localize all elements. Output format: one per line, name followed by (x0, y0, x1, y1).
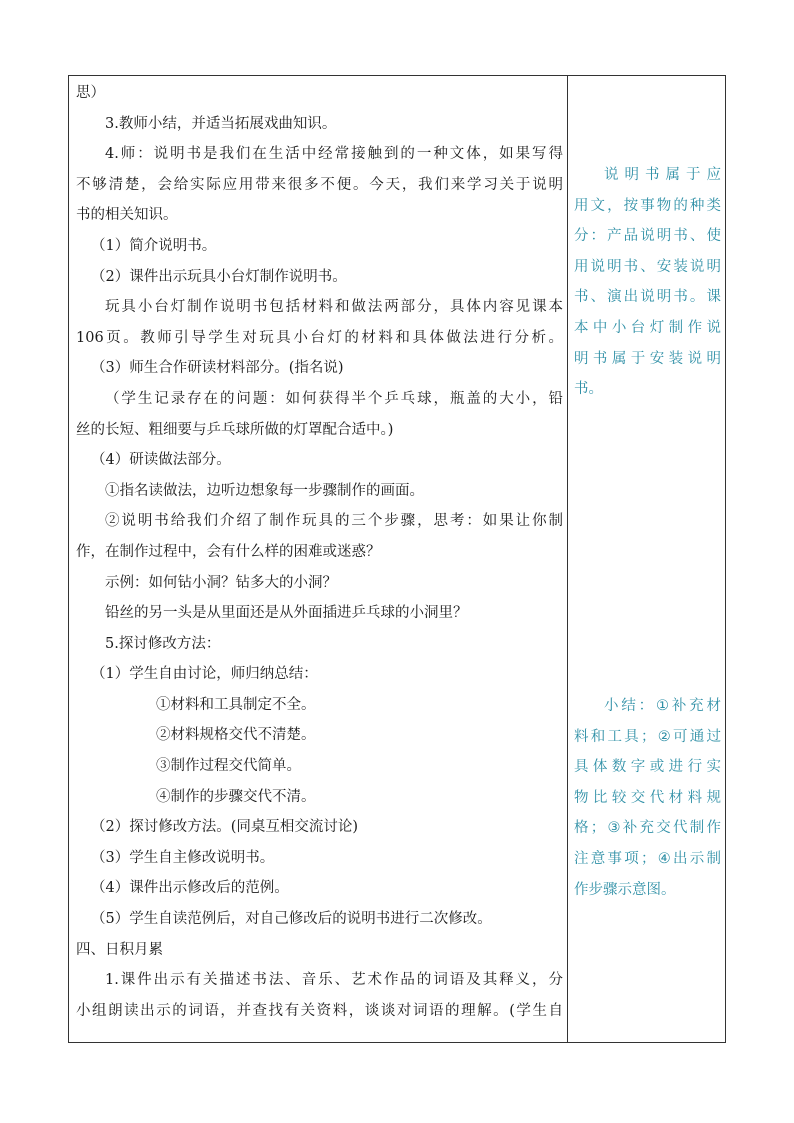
note-line: 本中小台灯制作说 (574, 319, 721, 336)
text-line: （3）师生合作研读材料部分。(指名说) (91, 360, 344, 377)
text-line: 3.教师小结，并适当拓展戏曲知识。 (105, 115, 337, 132)
note-line: 用文，按事物的种类 (574, 197, 721, 214)
text-line: 书的相关知识。 (76, 207, 178, 224)
text-line: （3）学生自主修改说明书。 (91, 849, 275, 866)
note-line: 注意事项；④出示制 (574, 850, 721, 867)
text-line: 作，在制作过程中，会有什么样的困难或迷惑？ (76, 543, 381, 560)
note-line: 书、演出说明书。课 (574, 289, 721, 306)
text-line: ④制作的步骤交代不清。 (156, 788, 316, 805)
note-line: 书。 (574, 381, 603, 398)
note-line: 说明书属于应 (604, 167, 721, 183)
text-line: 示例：如何钻小洞？钻多大的小洞？ (105, 574, 337, 591)
note-line: 具体数字或进行实 (574, 759, 721, 776)
note-line: 小结：①补充材 (604, 698, 721, 714)
text-line: （4）课件出示修改后的范例。 (91, 880, 289, 897)
text-line: 玩具小台灯制作说明书包括材料和做法两部分，具体内容见课本 (105, 299, 563, 316)
text-line: 铅丝的另一头是从里面还是从外面插进乒乓球的小洞里？ (105, 605, 468, 622)
note-line: 分：产品说明书、使 (574, 228, 721, 245)
note-line: 用说明书、安装说明 (574, 258, 721, 275)
text-line: （学生记录存在的问题：如何获得半个乒乓球，瓶盖的大小，铅 (105, 390, 563, 407)
text-line: ②材料规格交代不清楚。 (156, 727, 316, 744)
text-line: 4.师：说明书是我们在生活中经常接触到的一种文体，如果写得 (105, 146, 563, 163)
text-line: 5.探讨修改方法： (105, 635, 221, 652)
column-divider (567, 75, 568, 1043)
note-line: 作步骤示意图。 (574, 881, 676, 898)
text-line: 106页。教师引导学生对玩具小台灯的材料和具体做法进行分析。 (76, 329, 563, 346)
text-line: 思） (76, 85, 105, 101)
text-line: （2）课件出示玩具小台灯制作说明书。 (91, 268, 347, 285)
side-note-summary (574, 691, 721, 905)
text-line: （5）学生自读范例后，对自己修改后的说明书进行二次修改。 (91, 911, 492, 928)
text-line: （2）探讨修改方法。(同桌互相交流讨论) (91, 819, 359, 836)
text-line: 不够清楚，会给实际应用带来很多不便。今天，我们来学习关于说明 (76, 176, 563, 193)
text-line: （1）学生自由讨论，师归纳总结： (91, 666, 318, 683)
main-content (76, 78, 563, 1026)
text-line: ①材料和工具制定不全。 (156, 696, 316, 713)
section-heading: 四、日积月累 (76, 941, 163, 958)
note-line: 明书属于安装说明 (574, 350, 721, 367)
text-line: ③制作过程交代简单。 (156, 758, 301, 775)
text-line: ①指名读做法，边听边想象每一步骤制作的画面。 (105, 482, 424, 499)
text-line: （1）简介说明书。 (91, 237, 217, 254)
text-line: （4）研读做法部分。 (91, 452, 231, 469)
text-line: 小组朗读出示的词语，并查找有关资料，谈谈对词语的理解。(学生自 (76, 1002, 563, 1019)
text-line: 丝的长短、粗细要与乒乓球所做的灯罩配合适中。) (76, 421, 394, 438)
side-note-instruction-manual (574, 160, 721, 405)
note-line: 物比较交代材料规 (574, 789, 721, 806)
text-line: 1.课件出示有关描述书法、音乐、艺术作品的词语及其释义，分 (105, 972, 563, 989)
text-line: ②说明书给我们介绍了制作玩具的三个步骤，思考：如果让你制 (105, 513, 563, 530)
note-line: 格；③补充交代制作 (574, 820, 721, 837)
note-line: 料和工具；②可通过 (574, 728, 721, 745)
